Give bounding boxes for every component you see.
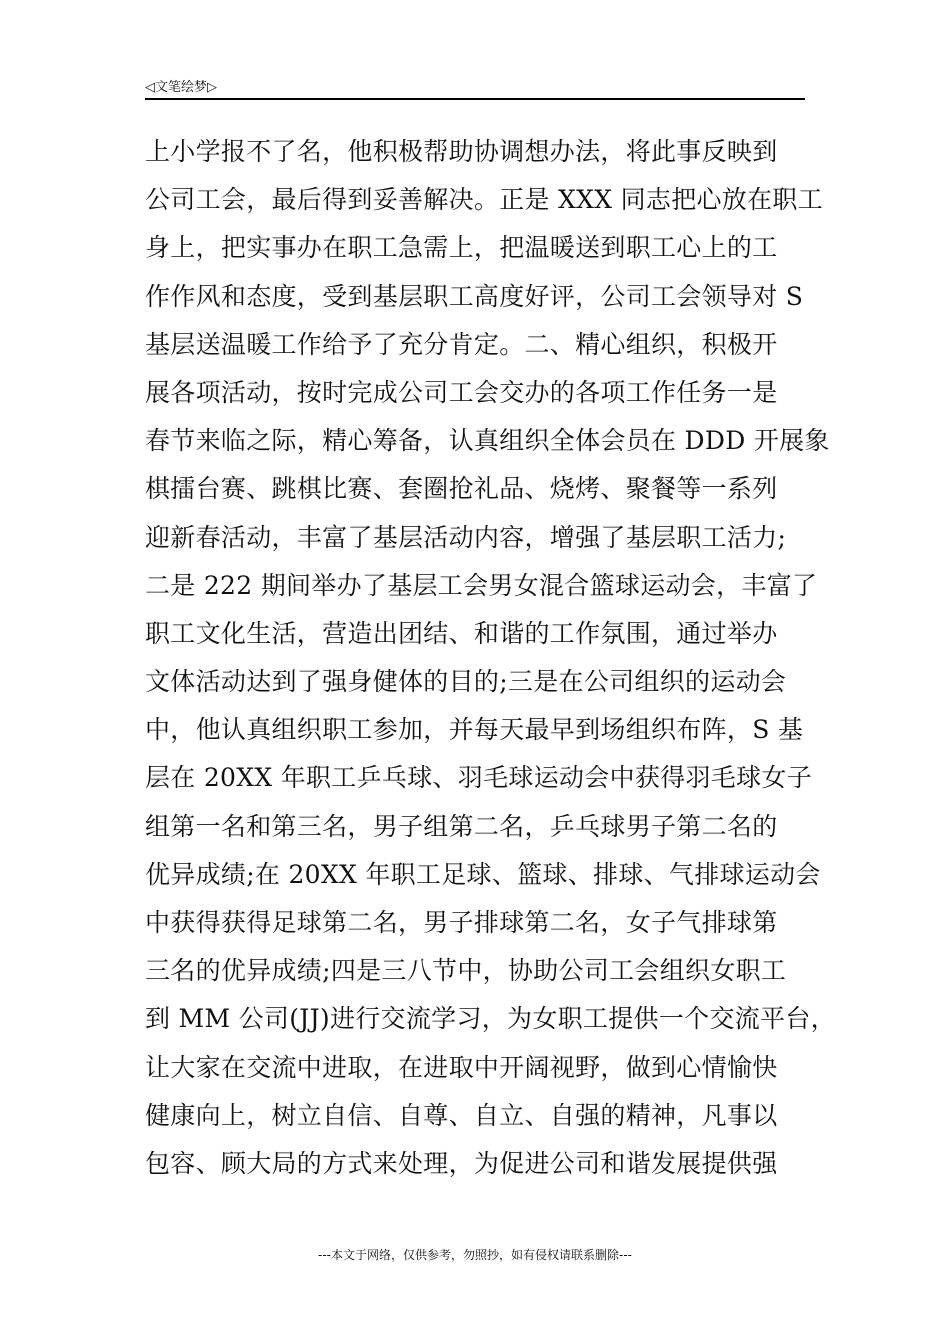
- body-line: 组第一名和第三名，男子组第二名，乒乓球男子第二名的: [145, 811, 778, 841]
- body-line: 层在 20XX 年职工乒乓球、羽毛球运动会中获得羽毛球女子: [145, 763, 813, 793]
- body-line: 棋擂台赛、跳棋比赛、套圈抢礼品、烧烤、聚餐等一系列: [145, 474, 778, 504]
- body-line: 到 MM 公司(JJ)进行交流学习，为女职工提供一个交流平台，: [145, 1004, 836, 1034]
- body-line: 职工文化生活，营造出团结、和谐的工作氛围，通过举办: [145, 618, 778, 648]
- document-body: [145, 128, 836, 1188]
- body-line: 二是 222 期间举办了基层工会男女混合篮球运动会，丰富了: [145, 570, 818, 600]
- body-line: 迎新春活动，丰富了基层活动内容，增强了基层职工活力;: [145, 522, 787, 552]
- header-title: ◁文笔绘梦▷: [145, 80, 217, 95]
- body-line: 三名的优异成绩;四是三八节中，协助公司工会组织女职工: [145, 956, 787, 986]
- body-line: 中获得获得足球第二名，男子排球第二名，女子气排球第: [145, 908, 778, 937]
- body-line: 基层送温暖工作给予了充分肯定。二、精心组织，积极开: [145, 329, 778, 359]
- body-line: 展各项活动，按时完成公司工会交办的各项工作任务一是: [145, 377, 778, 407]
- body-line: 健康向上，树立自信、自尊、自立、自强的精神，凡事以: [145, 1100, 778, 1130]
- page-footer: ---本文于网络，仅供参考，勿照抄，如有侵权请联系删除---: [318, 1248, 632, 1262]
- page-header: [145, 74, 805, 100]
- body-line: 作作风和态度，受到基层职工高度好评，公司工会领导对 S: [145, 281, 804, 311]
- body-line: 上小学报不了名，他积极帮助协调想办法，将此事反映到: [145, 137, 778, 166]
- body-line: 中，他认真组织职工参加，并每天最早到场组织布阵，S 基: [145, 715, 804, 745]
- body-line: 春节来临之际，精心筹备，认真组织全体会员在 DDD 开展象: [145, 426, 830, 456]
- body-line: 文体活动达到了强身健体的目的;三是在公司组织的运动会: [145, 667, 787, 697]
- body-line: 让大家在交流中进取，在进取中开阔视野，做到心情愉快: [145, 1052, 778, 1082]
- body-line: 优异成绩;在 20XX 年职工足球、篮球、排球、气排球运动会: [145, 859, 821, 889]
- body-line: 公司工会，最后得到妥善解决。正是 XXX 同志把心放在职工: [145, 185, 823, 215]
- body-line: 身上，把实事办在职工急需上，把温暖送到职工心上的工: [145, 233, 778, 263]
- body-line: 包容、顾大局的方式来处理，为促进公司和谐发展提供强: [145, 1148, 778, 1178]
